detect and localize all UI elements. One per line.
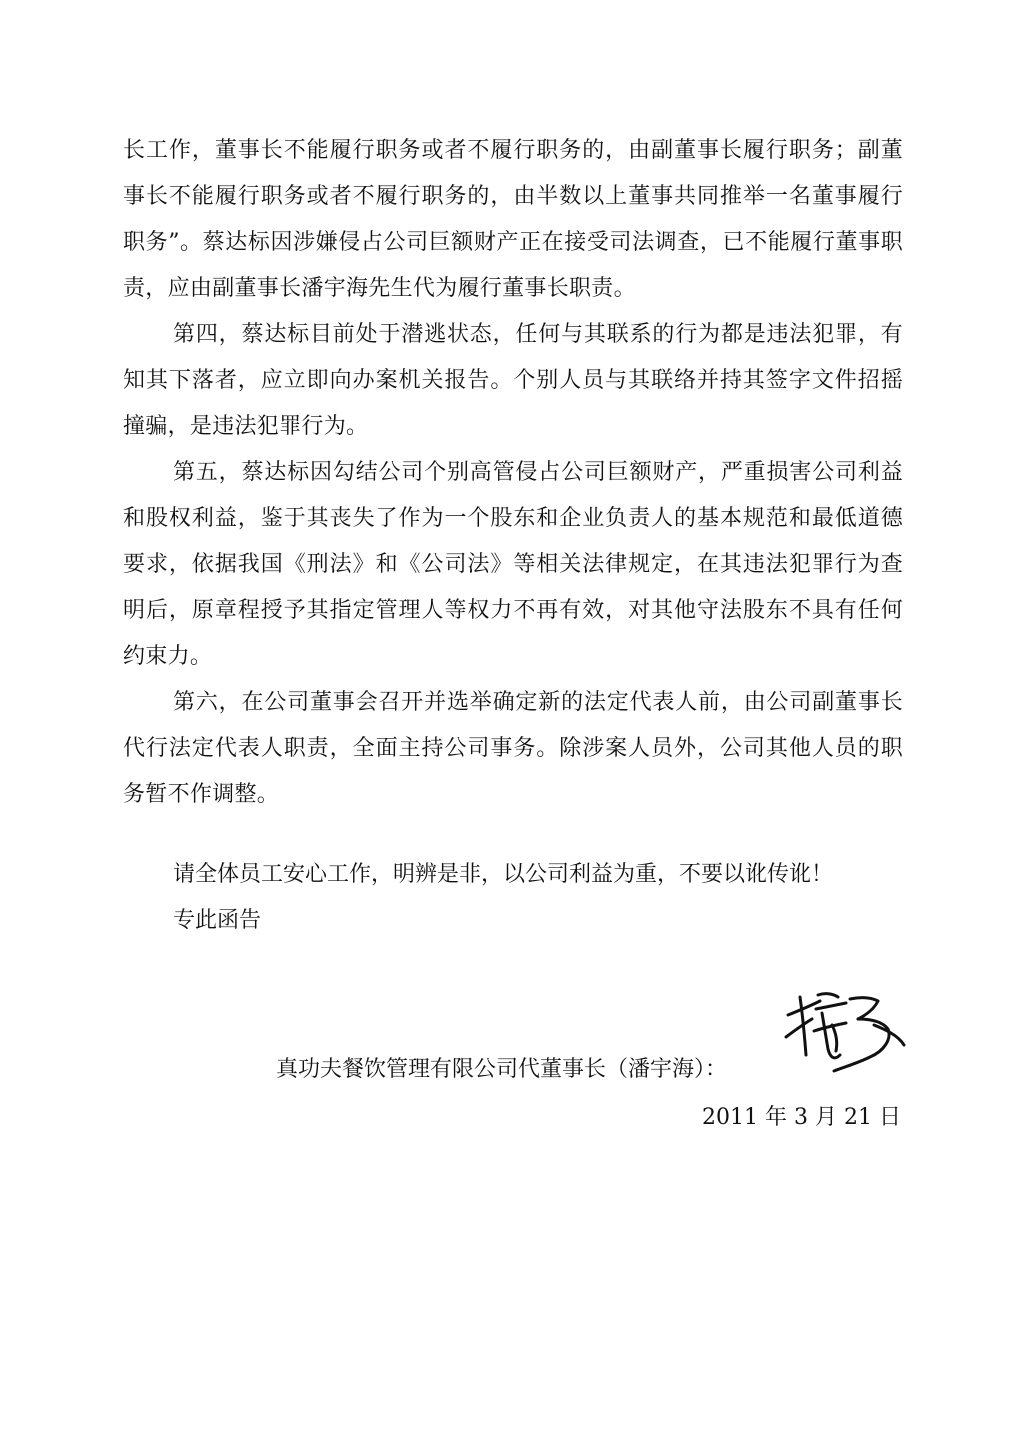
paragraph-continuation: 长工作，董事长不能履行职务或者不履行职务的，由副董事长履行职务；副董事长不能履行职务或者不履行职务的，由半数以上董事共同推举一名董事履行职务”。蔡达标因涉嫌侵占公司巨额财产正在接受司法调查，已不能履行董事职责，应由副董事长潘宇海先生代为履行董事长职责。 <box>123 138 903 301</box>
closing-line: 请全体员工安心工作，明辨是非，以公司利益为重，不要以讹传讹！ <box>173 862 834 887</box>
paragraph-sixth: 第六，在公司董事会召开并选举确定新的法定代表人前，由公司副董事长代行法定代表人职责，全面主持公司事务。除涉案人员外，公司其他人员的职务暂不作调整。 <box>123 690 903 807</box>
document-date: 2011 年 3 月 21 日 <box>702 1105 901 1130</box>
paragraph-fourth: 第四，蔡达标目前处于潜逃状态，任何与其联系的行为都是违法犯罪，有知其下落者，应立即向办案机关报告。个别人员与其联络并持其签字文件招摇撞骗，是违法犯罪行为。 <box>123 322 903 439</box>
paragraph-fifth: 第五，蔡达标因勾结公司个别高管侵占公司巨额财产，严重损害公司利益和股权利益，鉴于其丧失了作为一个股东和企业负责人的基本规范和最低道德要求，依据我国《刑法》和《公司法》等相关法律规定，在其违法犯罪行为查明后，原章程授予其指定管理人等权力不再有效，对其他守法股东不具有任何约束力。 <box>123 460 903 669</box>
body-text <box>123 128 903 818</box>
closing-phrase: 专此函告 <box>173 908 262 933</box>
signer-line: 真功夫餐饮管理有限公司代董事长（潘宇海）： <box>276 1057 728 1082</box>
signature-icon <box>774 985 914 1075</box>
